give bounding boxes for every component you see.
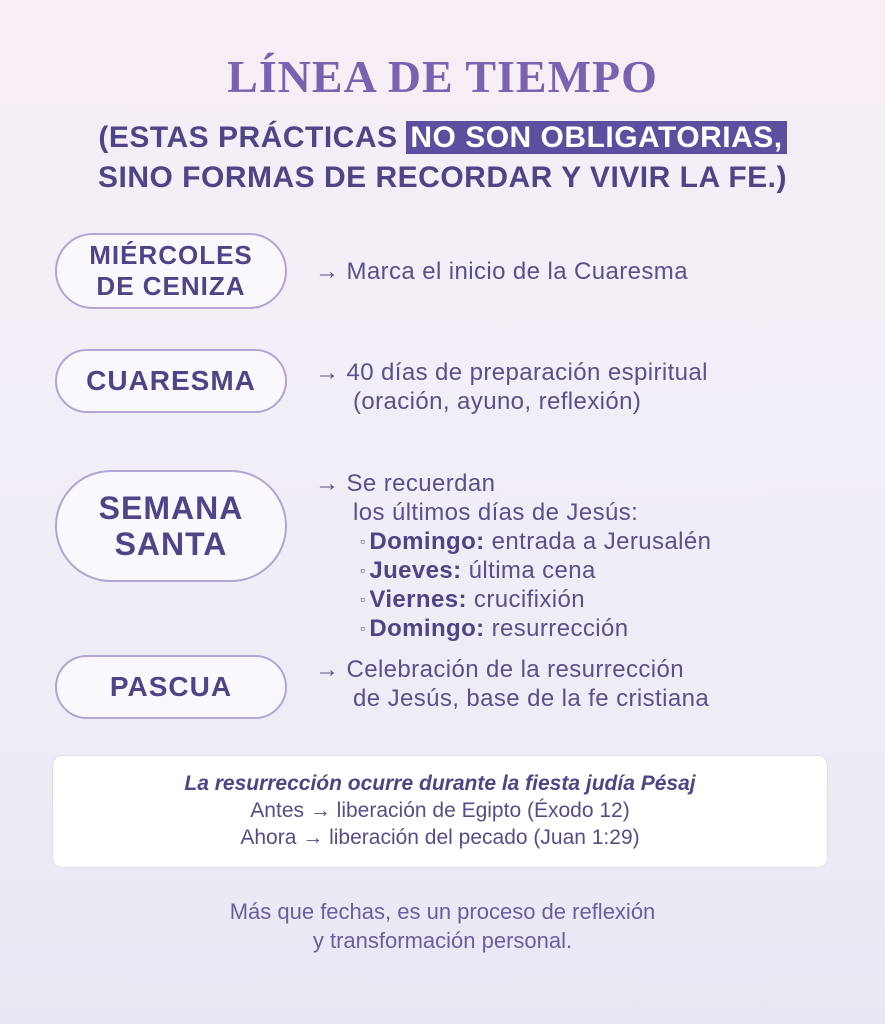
pill-semana-santa [55, 470, 287, 582]
subtitle-line-2: SINO FORMAS DE RECORDAR Y VIVIR LA FE.) [97, 161, 787, 194]
desc-miercoles-de-ceniza [315, 257, 688, 286]
bullet-item: ▫ Domingo: resurrección [360, 615, 629, 642]
footer-line: y transformación personal. [312, 928, 573, 953]
subtitle-line-1 [0, 118, 885, 158]
desc-pascua [315, 655, 709, 713]
pill-label: MIÉRCOLES [89, 240, 253, 270]
page-title: LÍNEA DE TIEMPO [227, 51, 658, 102]
desc-line: (oración, ayuno, reflexión) [353, 388, 642, 415]
desc-line: → Marca el inicio de la Cuaresma [315, 258, 688, 285]
square-bullet-icon: ▫ [360, 562, 366, 578]
pill-label: SANTA [114, 526, 228, 562]
info-box [52, 755, 828, 868]
square-bullet-icon: ▫ [360, 620, 366, 636]
pill-label: CUARESMA [86, 365, 256, 396]
info-box-line: Antes → liberación de Egipto (Éxodo 12) [250, 799, 630, 822]
desc-line: → Celebración de la resurrección [315, 656, 684, 683]
desc-line: → Se recuerdan [315, 470, 496, 497]
desc-line: los últimos días de Jesús: [353, 499, 639, 526]
pill-label: PASCUA [109, 671, 233, 702]
footer-note [0, 897, 885, 955]
subtitle-prefix: (ESTAS PRÁCTICAS [98, 121, 398, 154]
pill-label: DE CENIZA [96, 271, 246, 301]
footer-line: Más que fechas, es un proceso de reflexión [229, 899, 656, 924]
desc-line: de Jesús, base de la fe cristiana [353, 685, 710, 712]
subtitle [0, 118, 885, 198]
desc-cuaresma [315, 358, 708, 416]
subtitle-highlight: NO SON OBLIGATORIAS, [406, 121, 786, 154]
pill-label: SEMANA [98, 490, 244, 526]
bullet-item: ▫ Viernes: crucifixión [360, 586, 586, 613]
info-box-line: Ahora → liberación del pecado (Juan 1:29) [240, 826, 640, 849]
square-bullet-icon: ▫ [360, 533, 366, 549]
bullet-item: ▫ Jueves: última cena [360, 557, 596, 584]
square-bullet-icon: ▫ [360, 591, 366, 607]
pill-pascua [55, 655, 287, 719]
pill-miercoles-de-ceniza [55, 233, 287, 309]
desc-semana-santa [315, 469, 711, 643]
desc-line: → 40 días de preparación espiritual [315, 359, 708, 386]
bullet-item: ▫ Domingo: entrada a Jerusalén [360, 528, 712, 555]
info-box-heading: La resurrección ocurre durante la fiesta judía Pésaj [184, 772, 696, 795]
pill-cuaresma [55, 349, 287, 413]
